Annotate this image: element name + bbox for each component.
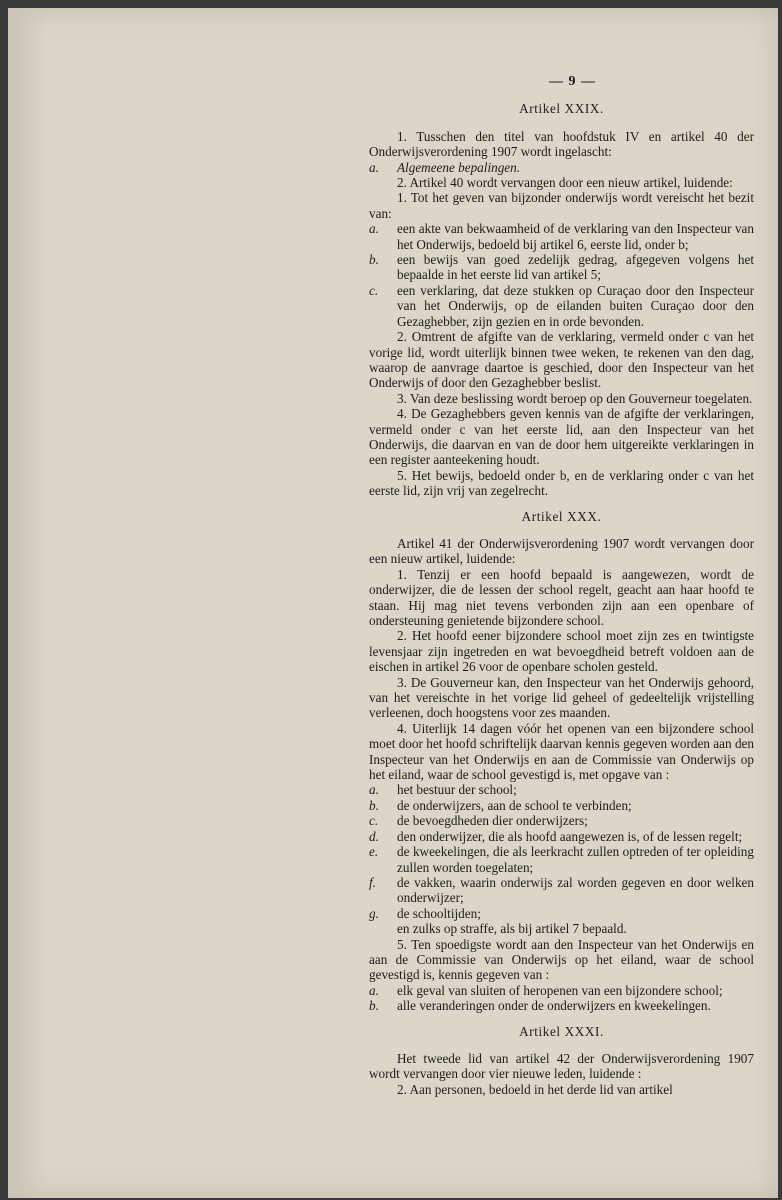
article-heading-xxx: Artikel XXX.	[521, 508, 602, 524]
paragraph: 1. Tusschen den titel van hoofdstuk IV en artikel 40 der Onderwijsverordening 1907 wordt ingelascht:	[369, 128, 754, 160]
document-text	[369, 70, 754, 1097]
page-number: — 9 —	[549, 74, 596, 89]
paragraph: 2. Artikel 40 wordt vervangen door een nieuw artikel, luidende:	[397, 175, 733, 191]
paragraph: Artikel 41 der Onderwijsverordening 1907 wordt vervangen door een nieuw artikel, luidende:	[369, 535, 754, 567]
list-item: b. de onderwijzers, aan de school te verbinden;	[369, 797, 632, 813]
list-item: d. den onderwijzer, die als hoofd aangewezen is, of de lessen regelt;	[369, 828, 743, 844]
paragraph: 2. Het hoofd eener bijzondere school moet zijn zes en twintigste levensjaar zijn ingetreden en wat bevoegdheid betreft voldoen aan de eischen in artikel 26 voor de openbare scholen gesteld.	[369, 628, 754, 675]
paragraph: 3. De Gouverneur kan, den Inspecteur van het Onderwijs gehoord, van het vereischte in het vorige lid geheel of gedeeltelijk vrijstelling verleenen, doch hoogstens voor zes maanden.	[369, 674, 754, 721]
paragraph: 4. De Gezaghebbers geven kennis van de afgifte der verklaringen, vermeld onder c van het eerste lid, aan den Inspecteur van het Onderwijs, die daarvan en van de door hem uitgereikte verklaringen in een register aanteekening houdt.	[369, 406, 754, 468]
paragraph: en zulks op straffe, als bij artikel 7 bepaald.	[397, 921, 627, 937]
list-item: a. een akte van bekwaamheid of de verklaring van den Inspecteur van het Onderwijs, bedoeld bij artikel 6, eerste lid, onder b;	[369, 221, 754, 252]
list-item: a. het bestuur der school;	[369, 782, 517, 798]
list-item: b. een bewijs van goed zedelijk gedrag, afgegeven volgens het bepaalde in het eerste lid van artikel 5;	[369, 252, 754, 283]
paragraph: 1. Tot het geven van bijzonder onderwijs wordt vereischt het bezit van:	[369, 190, 754, 221]
list-item: e. de kweekelingen, die als leerkracht zullen optreden of ter opleiding zullen worden toegelaten;	[369, 844, 754, 875]
paragraph: 1. Tenzij er een hoofd bepaald is aangewezen, wordt de onderwijzer, die de lessen der school regelt, geacht aan haar hoofd te staan. Hij mag niet tevens verbonden zijn aan een openbare of ondersteuning genietende bijzondere school.	[369, 566, 754, 628]
page-edge-shadow	[8, 8, 48, 1198]
article-heading-xxix: Artikel XXIX.	[519, 101, 604, 117]
paragraph: 5. Het bewijs, bedoeld onder b, en de verklaring onder c van het eerste lid, zijn vrij van zegelrecht.	[369, 467, 754, 499]
paragraph: 3. Van deze beslissing wordt beroep op den Gouverneur toegelaten.	[397, 390, 753, 406]
list-item: a. Algemeene bepalingen.	[369, 159, 521, 175]
list-item: c. een verklaring, dat deze stukken op Curaçao door den Inspecteur van het Onderwijs, op de eilanden buiten Curaçao door den Gezaghebber, zijn gezien en in orde bevonden.	[369, 282, 754, 329]
paragraph: Het tweede lid van artikel 42 der Onderwijsverordening 1907 wordt vervangen door vier nieuwe leden, luidende :	[369, 1050, 754, 1082]
list-item: g. de schooltijden;	[369, 905, 481, 921]
paragraph: 2. Omtrent de afgifte van de verklaring, vermeld onder c van het vorige lid, wordt uiterlijk binnen twee weken, te rekenen van den dag, waarop de aanvrage daartoe is geschied, door den Inspecteur van het Onderwijs of door den Gezaghebber beslist.	[369, 329, 754, 391]
list-item: b. alle veranderingen onder de onderwijzers en kweekelingen.	[369, 998, 711, 1014]
paragraph: 5. Ten spoedigste wordt aan den Inspecteur van het Onderwijs en aan de Commissie van Onderwijs op het eiland, waar de school gevestigd is, kennis gegeven van :	[369, 936, 754, 983]
list-item: f. de vakken, waarin onderwijs zal worden gegeven en door welken onderwijzer;	[369, 874, 754, 906]
list-item: c. de bevoegdheden dier onderwijzers;	[369, 813, 588, 829]
paragraph: 2. Aan personen, bedoeld in het derde lid van artikel	[397, 1081, 673, 1097]
list-item: a. elk geval van sluiten of heropenen van een bijzondere school;	[369, 982, 723, 998]
article-heading-xxxi: Artikel XXXI.	[519, 1023, 604, 1039]
paragraph: 4. Uiterlijk 14 dagen vóór het openen van een bijzondere school moet door het hoofd schriftelijk daarvan kennis gegeven worden aan den Inspecteur van het Onderwijs en aan de Commissie van Onderwijs op het eiland, waar de school gevestigd is, met opgave van :	[369, 720, 754, 783]
